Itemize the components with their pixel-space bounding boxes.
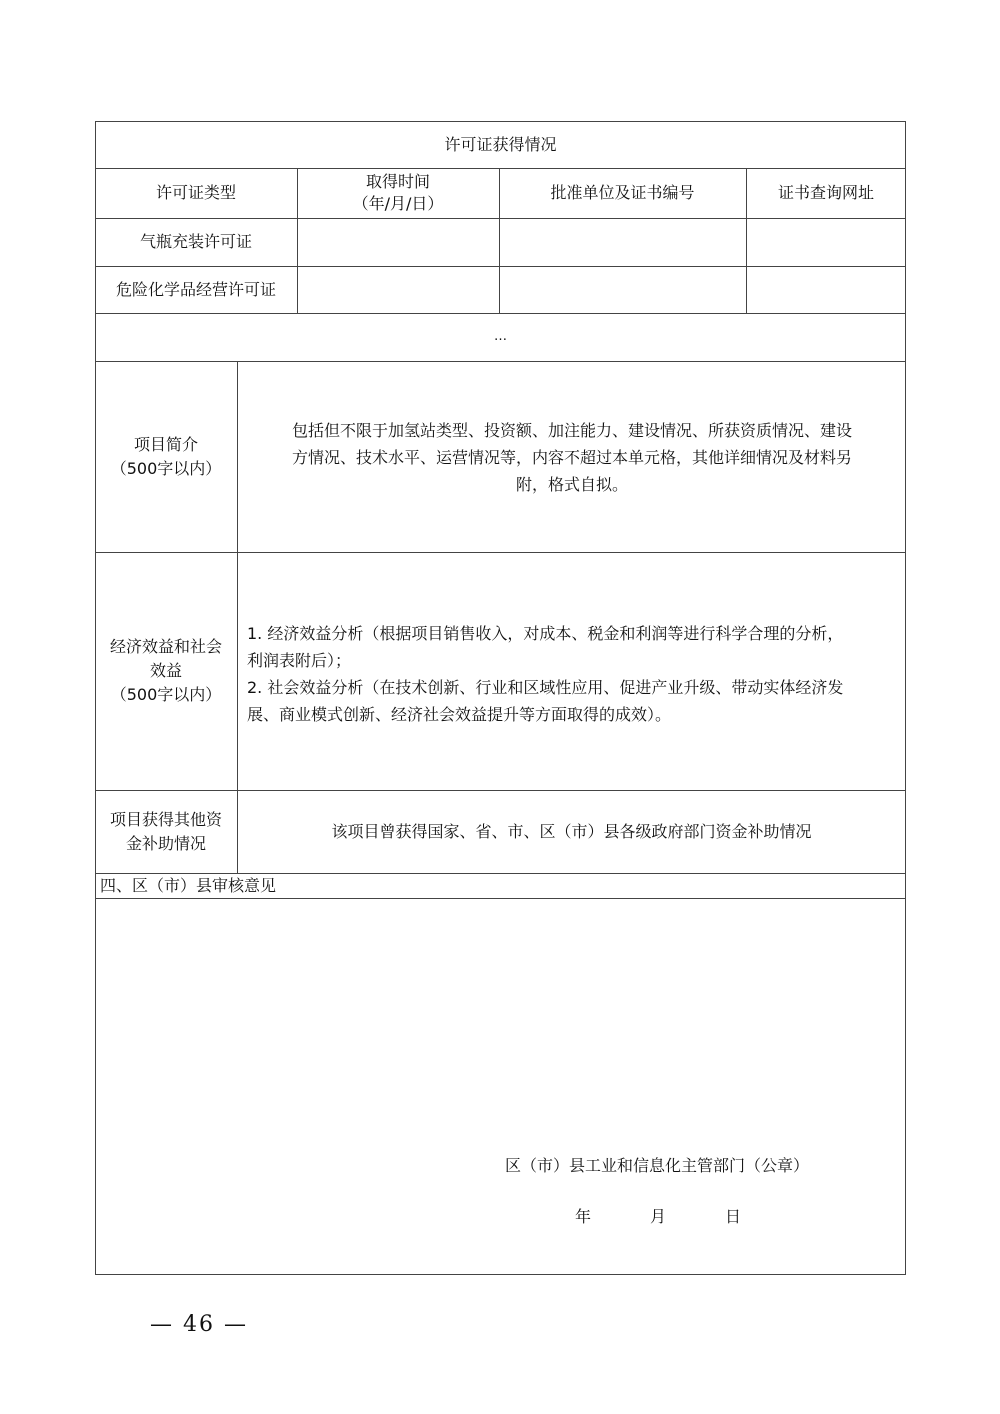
date-day: 日 [725,1207,742,1226]
page-number: — 46 — [150,1312,248,1337]
other-funding-label [95,790,237,873]
project-intro-line: 方情况、技术水平、运营情况等，内容不超过本单元格，其他详细情况及材料另 [291,448,852,467]
benefits-item1-line: 利润表附后）； [247,651,352,670]
benefits-label-line1: 经济效益和社会 [109,637,222,656]
other-funding-label-line2: 金补助情况 [125,833,206,853]
benefits-label-line3: （500字以内） [110,685,222,704]
project-intro-content [242,417,902,498]
benefits-item1-line: 1. 经济效益分析（根据项目销售收入，对成本、税金和利润等进行科学合理的分析， [247,624,844,643]
license-row-type: 气瓶充装许可证 [139,232,252,251]
stamp-text: 区（市）县工业和信息化主管部门（公章） [505,1156,810,1175]
ellipsis-row: … [494,329,507,344]
project-intro-label-line1: 项目简介 [133,434,198,454]
benefits-item2-line: 2. 社会效益分析（在技术创新、行业和区域性应用、促进产业升级、带动实体经济发 [247,678,844,697]
row-divider [95,898,906,899]
license-row-type: 危险化学品经营许可证 [115,279,276,299]
project-intro-label-line2: （500字以内） [110,458,222,478]
benefits-content [247,620,902,728]
header-obtain-time-line2: （年/月/日） [352,194,444,213]
header-license-type: 许可证类型 [155,183,236,202]
benefits-label-line2: 效益 [149,661,182,680]
license-section-title: 许可证获得情况 [444,134,557,154]
other-funding-label-line1: 项目获得其他资 [109,809,222,829]
header-obtain-time-line1: 取得时间 [365,172,430,191]
header-obtain-time [297,168,499,218]
header-approval-unit: 批准单位及证书编号 [550,183,695,202]
other-funding-content: 该项目曾获得国家、省、市、区（市）县各级政府部门资金补助情况 [331,821,812,841]
header-query-url: 证书查询网址 [777,183,874,202]
benefits-label [95,552,237,790]
project-intro-line: 附，格式自拟。 [515,475,628,494]
benefits-item2-line: 展、商业模式创新、经济社会效益提升等方面取得的成效）。 [247,705,672,724]
project-intro-line: 包括但不限于加氢站类型、投资额、加注能力、建设情况、所获资质情况、建设 [291,421,852,440]
review-section-title: 四、区（市）县审核意见 [100,875,277,895]
date-month: 月 [650,1207,667,1226]
project-intro-label [95,361,237,552]
date-year: 年 [575,1207,592,1226]
